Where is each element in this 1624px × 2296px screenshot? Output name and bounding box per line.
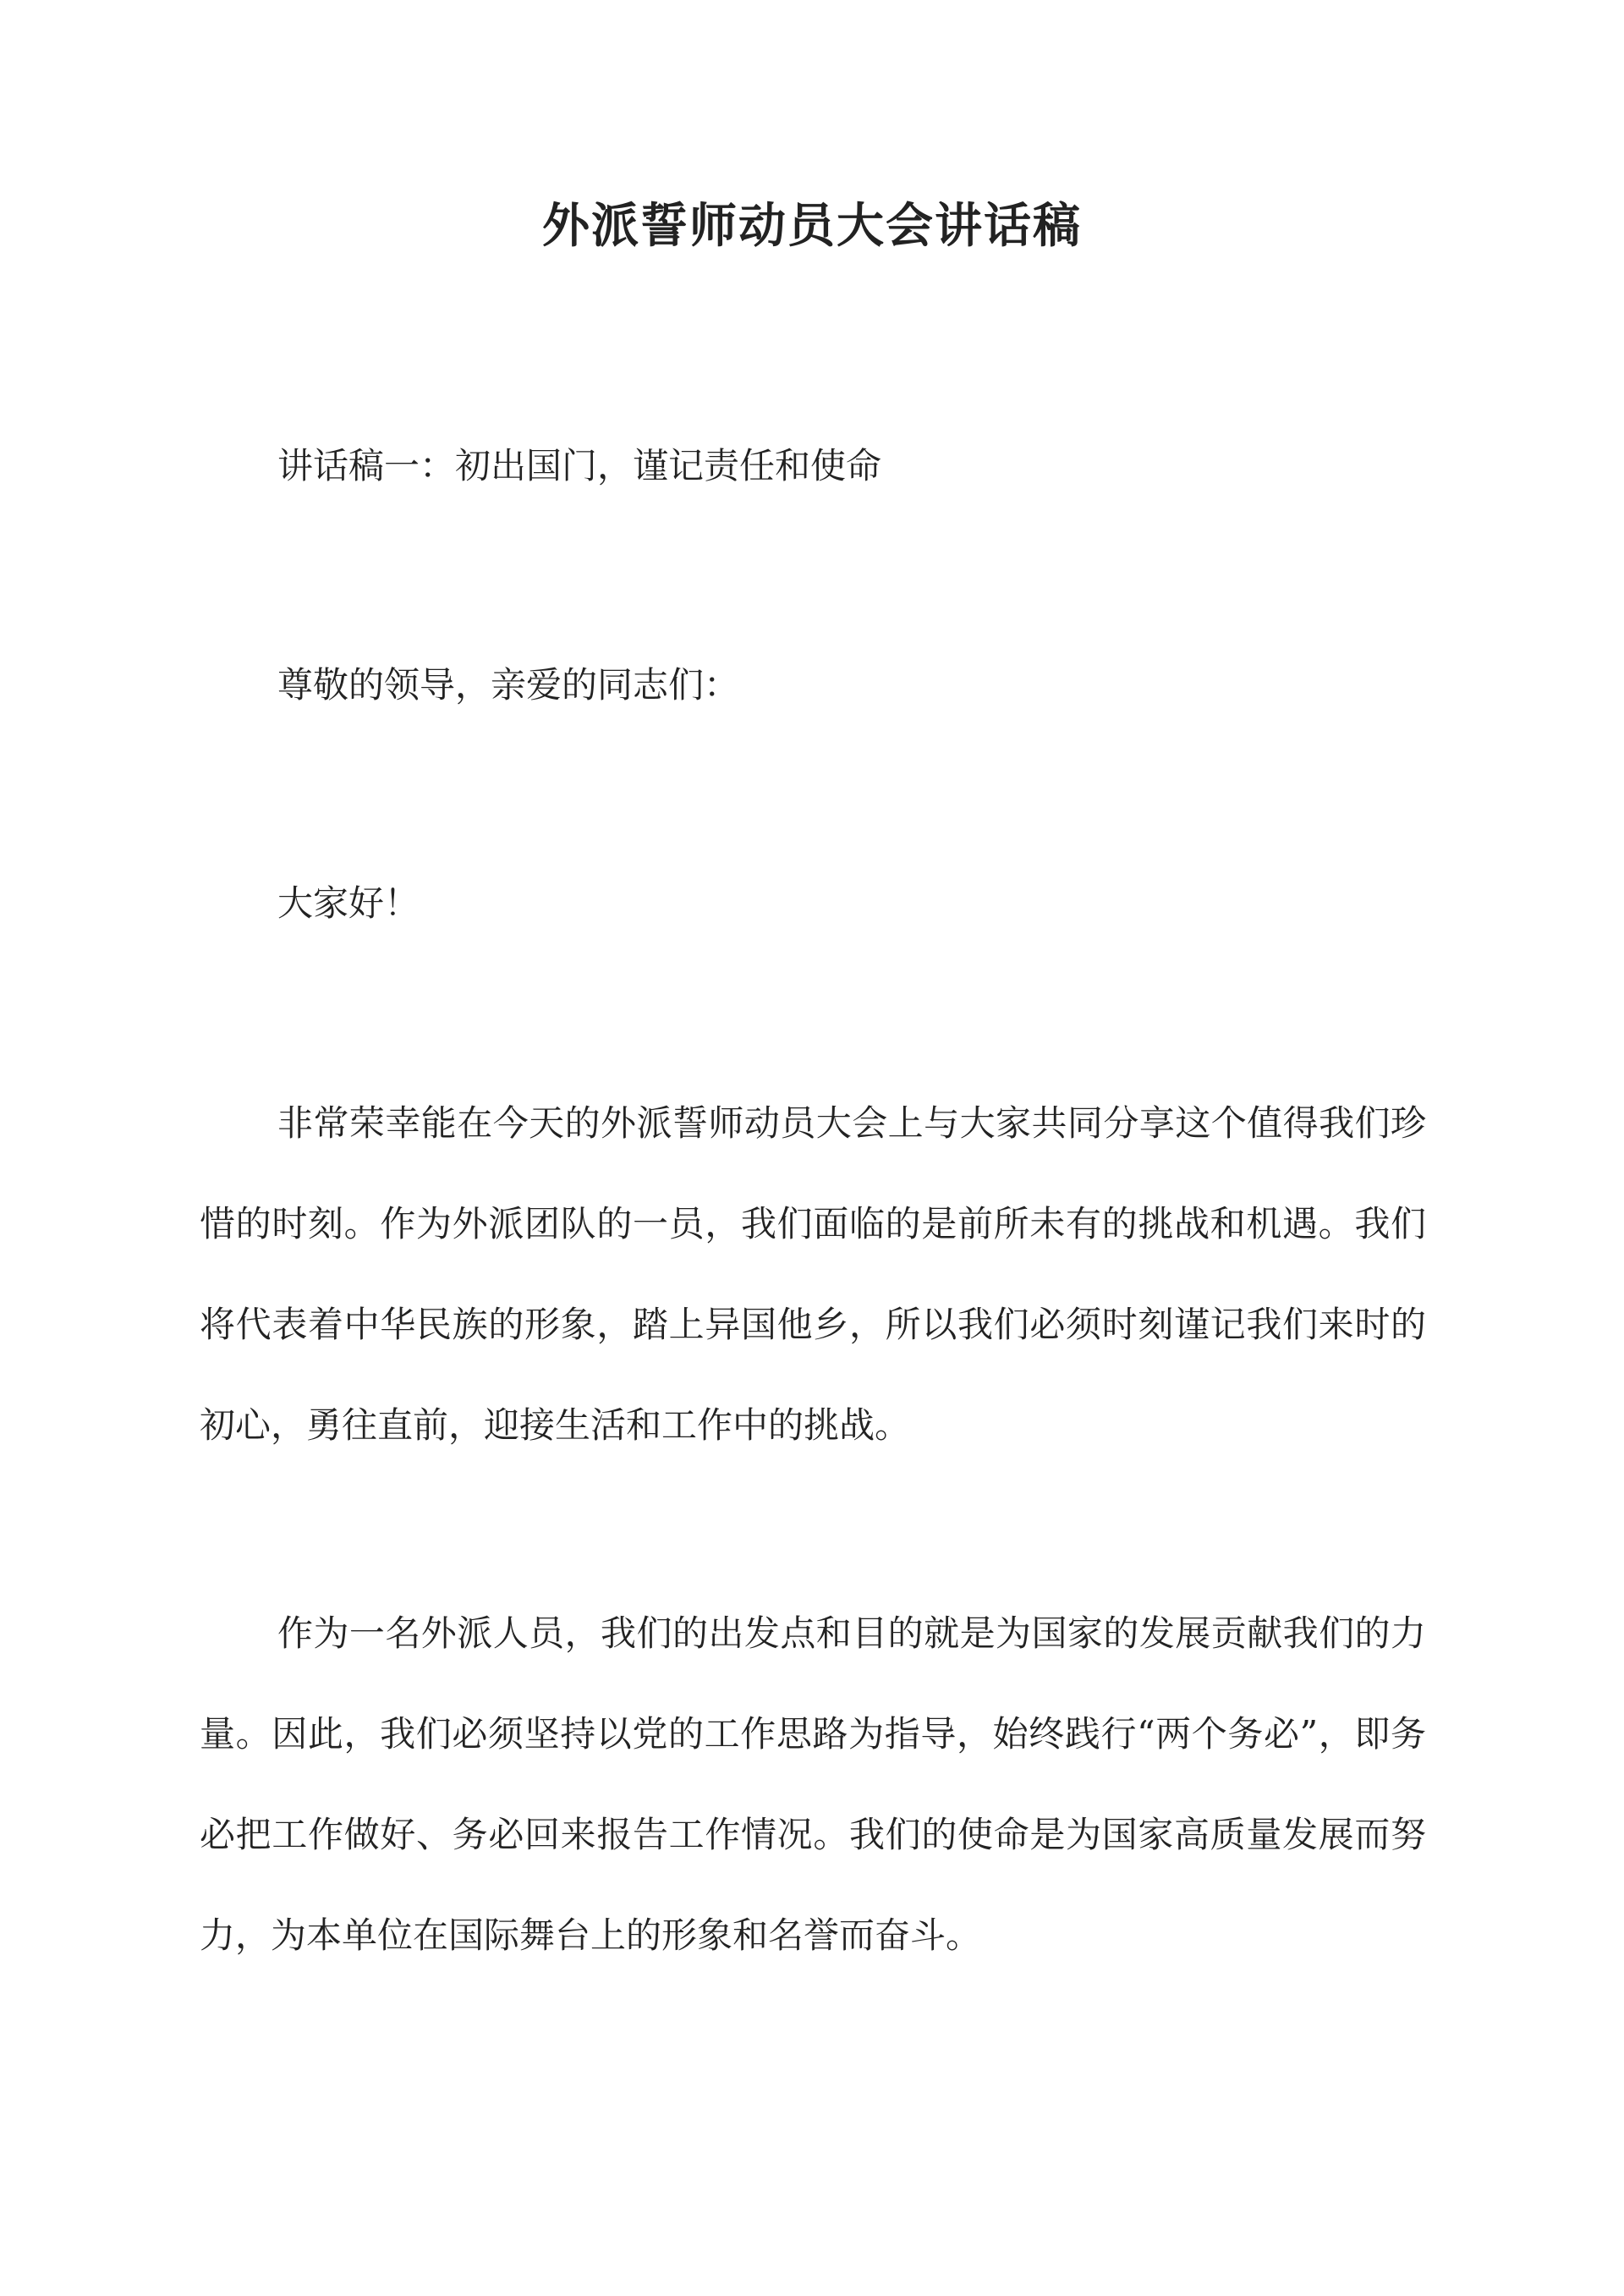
- greeting: 大家好！: [277, 882, 420, 924]
- body-paragraph-1: 非常荣幸能在今天的外派誓师动员大会上与大家共同分享这个值得我们珍惜的时刻。作为外派团队的一员，我们面临的是前所未有的挑战和机遇。我们将代表着中华民族的形象，踏上异国他乡，所以我们必须时刻谨记我们来时的初心，勇往直前，迎接生活和工作中的挑战。: [200, 1102, 1426, 1446]
- document-title: 外派誓师动员大会讲话稿: [542, 198, 1082, 254]
- section-heading: 讲话稿一：初出国门，谨记责任和使命: [277, 445, 882, 486]
- body-paragraph-2: 作为一名外派人员，我们的出发点和目的就是为国家的发展贡献我们的力量。因此，我们必须坚持以党的工作思路为指导，始终践行“两个务必”，即务必把工作做好、务必回来报告工作情况。我们的使命是为国家高质量发展而努力，为本单位在国际舞台上的形象和名誉而奋斗。: [200, 1612, 1426, 1956]
- salutation: 尊敬的领导，亲爱的同志们：: [277, 664, 740, 706]
